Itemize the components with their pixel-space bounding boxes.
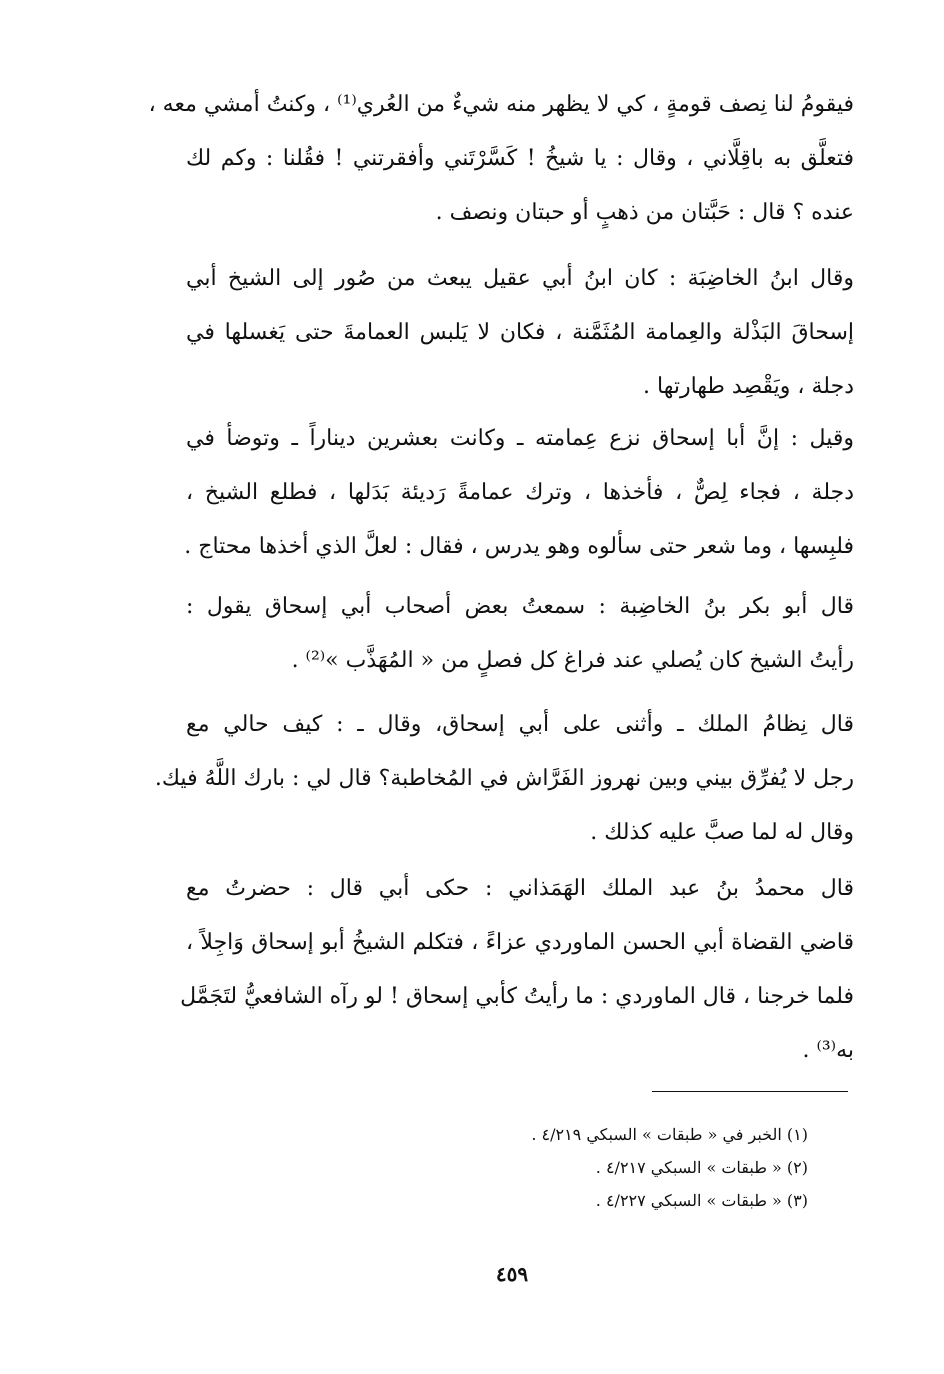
page-number: ٤٥٩ [495, 1262, 529, 1286]
footnote-1: (١) الخبر في « طبقات » السبكي ٤/٢١٩ . [531, 1125, 808, 1144]
text-line: فيقومُ لنا نِصف قومةٍ ، كي لا يظهر منه شيءٌ من العُري⁽¹⁾ ، وكنتُ أمشي معه ، [148, 92, 854, 117]
text-line: عنده ؟ قال : حَبَّتان من ذهبٍ أو حبتان ونصف . [435, 200, 854, 225]
text-line: فلما خرجنا ، قال الماوردي : ما رأيتُ كأبي إسحاق ! لو رآه الشافعيُّ لتَجَمَّل [180, 984, 854, 1009]
text-line: قال محمدُ بنُ عبد الملك الهَمَذاني : حكى أبي قال : حضرتُ مع [186, 876, 854, 901]
text-line: دجلة ، فجاء لِصٌّ ، فأخذها ، وترك عمامةً رَديئة بَدَلها ، فطلع الشيخ ، [186, 480, 854, 505]
text-line: وقال له لما صبَّ عليه كذلك . [590, 820, 854, 845]
paragraph-4 [186, 580, 854, 688]
text-line: به⁽³⁾ . [802, 1038, 854, 1063]
footnote-2: (٢) « طبقات » السبكي ٤/٢١٧ . [595, 1158, 808, 1177]
paragraph-1 [148, 78, 854, 240]
paragraph-3 [186, 412, 854, 574]
footnote-3: (٣) « طبقات » السبكي ٤/٢٢٧ . [595, 1191, 808, 1210]
text-line: فلبِسها ، وما شعر حتى سألوه وهو يدرس ، فقال : لعلَّ الذي أخذها محتاج . [184, 534, 854, 559]
paragraph-5 [154, 698, 854, 860]
text-line: فتعلَّق به باقِلَّاني ، وقال : يا شيخُ ! كَسَّرْتَني وأفقرتني ! فقُلنا : وكم لك [186, 146, 854, 171]
text-line: قال نِظامُ الملك ـ وأثنى على أبي إسحاق، وقال ـ : كيف حالي مع [186, 712, 854, 737]
paragraph-2 [186, 252, 854, 414]
text-line: وقال ابنُ الخاضِبَة : كان ابنُ أبي عقيل يبعث من صُور إلى الشيخ أبي [186, 266, 854, 291]
text-line: رجل لا يُفرِّق بيني وبين نهروز الفَرَّاش في المُخاطبة؟ قال لي : بارك اللَّهُ فيك. [154, 766, 854, 791]
text-line: قاضي القضاة أبي الحسن الماوردي عزاءً ، فتكلم الشيخُ أبو إسحاق وَاجِلاً ، [186, 930, 854, 955]
text-line: إسحاقَ البَذْلة والعِمامة المُثَمَّنة ، فكان لا يَلبس العمامةَ حتى يَغسلها في [186, 320, 854, 345]
paragraph-6 [180, 862, 854, 1078]
text-line: رأيتُ الشيخ كان يُصلي عند فراغ كل فصلٍ من « المُهَذَّب »⁽²⁾ . [291, 648, 854, 673]
footnote-divider [652, 1091, 848, 1092]
text-line: دجلة ، ويَقْصِد طهارتها . [643, 374, 854, 399]
footnotes [400, 1118, 808, 1217]
text-line: قال أبو بكر بنُ الخاضِبة : سمعتُ بعض أصحاب أبي إسحاق يقول : [186, 594, 854, 619]
text-line: وقيل : إنَّ أبا إسحاق نزع عِمامته ـ وكانت بعشرين ديناراً ـ وتوضأ في [186, 426, 855, 451]
